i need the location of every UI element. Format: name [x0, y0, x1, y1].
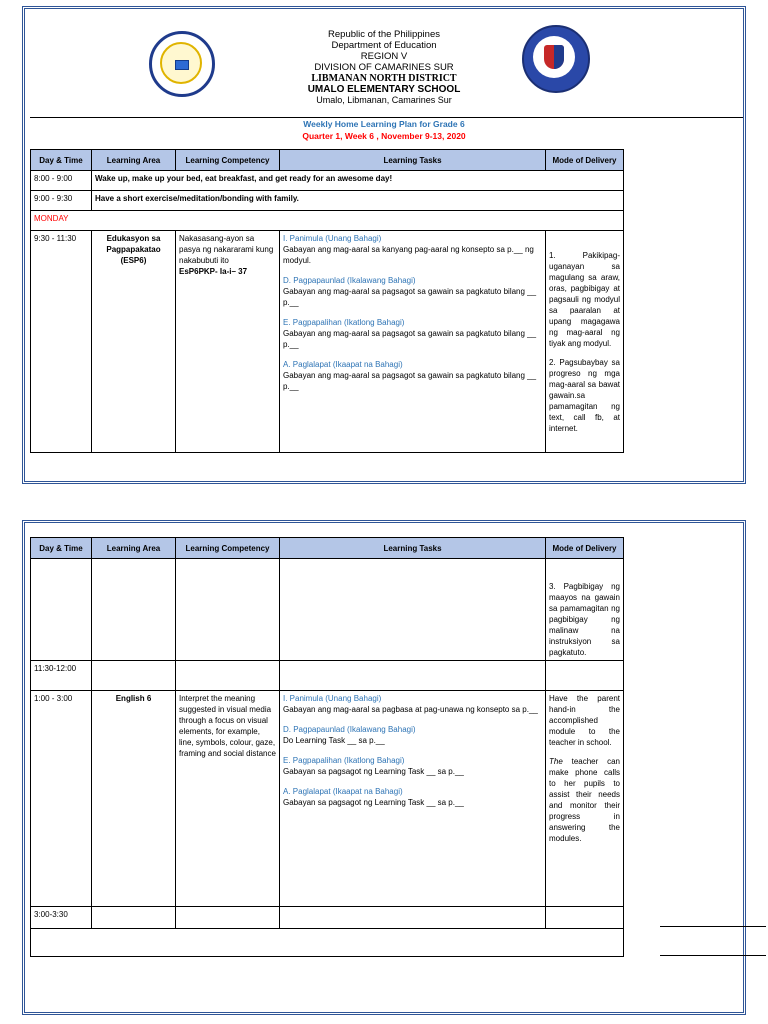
task-block: [283, 317, 542, 350]
overflow-rule: [660, 926, 766, 927]
col-header-learning-tasks: Learning Tasks: [280, 538, 546, 559]
learning-area-cell: [92, 559, 176, 661]
header-republic: Republic of the Philippines: [328, 29, 440, 40]
mode-text: 2. Pagsubaybay sa progreso ng mga mag-aaral sa bawat gawain.sa pamamagitan ng text, call fb, at internet.: [549, 357, 620, 433]
header-divider: [30, 117, 743, 118]
table-row: [31, 929, 624, 957]
plan-table-2: [30, 537, 624, 957]
table-row: [31, 231, 624, 453]
col-header-learning-competency: Learning Competency: [176, 538, 280, 559]
task-title: I. Panimula (Unang Bahagi): [283, 234, 382, 243]
competency-cell: Interpret the meaning suggested in visual media through a focus on visual elements, for example, line, symbols, colour, gaze, framing and social distance: [176, 691, 280, 907]
tasks-cell: [280, 691, 546, 907]
task-body: Gabayan sa pagsagot ng Learning Task __ sa p.__: [283, 767, 464, 776]
table-row: [31, 559, 624, 661]
learning-area-cell: English 6: [92, 691, 176, 907]
task-block: [283, 359, 542, 392]
task-block: [283, 724, 542, 746]
mode-text-italic: The: [549, 757, 563, 766]
task-block: [283, 275, 542, 308]
col-header-learning-competency: Learning Competency: [176, 150, 280, 171]
mode-text: 1. Pakikipag-uganayan sa magulang sa araw, oras, pagbibigay at pagsauli ng modyul sa paaralan at upang magagawa ng mag-aaral ng tiyak ang modyul.: [549, 250, 620, 348]
empty-cell: [546, 661, 624, 691]
time-cell: [31, 559, 92, 661]
col-header-day-time: Day & Time: [31, 538, 92, 559]
col-header-learning-area: Learning Area: [92, 538, 176, 559]
empty-cell: [31, 929, 624, 957]
empty-cell: [280, 907, 546, 929]
task-title: A. Paglalapat (Ikaapat na Bahagi): [283, 360, 403, 369]
overflow-rule: [660, 955, 766, 956]
tasks-cell: [280, 231, 546, 453]
table-row: [31, 907, 624, 929]
table-row: [31, 661, 624, 691]
col-header-learning-area: Learning Area: [92, 150, 176, 171]
time-cell: 9:30 - 11:30: [31, 231, 92, 453]
task-title: D. Pagpapaunlad (Ikalawang Bahagi): [283, 276, 416, 285]
learning-area-cell: Edukasyon sa Pagpapakatao (ESP6): [92, 231, 176, 453]
task-title: E. Pagpapalihan (Ikatlong Bahagi): [283, 318, 405, 327]
document-header: [25, 9, 743, 117]
time-cell: 11:30-12:00: [31, 661, 92, 691]
col-header-mode-of-delivery: Mode of Delivery: [546, 538, 624, 559]
task-block: [283, 755, 542, 777]
col-header-day-time: Day & Time: [31, 150, 92, 171]
header-address: Umalo, Libmanan, Camarines Sur: [316, 95, 452, 105]
mode-text: [549, 756, 620, 844]
task-body: Gabayan ang mag-aaral sa kanyang pag-aaral ng konsepto sa p.__ ng modyul.: [283, 245, 534, 265]
task-body: Gabayan ang mag-aaral sa pagsagot sa gawain sa pagkatuto bilang __ p.__: [283, 371, 537, 391]
competency-code: EsP6PKP- Ia-i– 37: [179, 267, 248, 276]
time-cell: 8:00 - 9:00: [31, 171, 92, 191]
plan-table-1: [30, 149, 624, 453]
mode-text: Have the parent hand-in the accomplished module to the teacher in school.: [549, 694, 620, 747]
empty-cell: [92, 661, 176, 691]
task-title: E. Pagpapalihan (Ikatlong Bahagi): [283, 756, 405, 765]
competency-cell: [176, 231, 280, 453]
table-header-row: [31, 538, 624, 559]
task-title: I. Panimula (Unang Bahagi): [283, 694, 382, 703]
task-block: [283, 786, 542, 808]
task-body: Do Learning Task __ sa p.__: [283, 736, 385, 745]
mode-text-rest: teacher can make phone calls to her pupils to assist their needs and monitor their progress in answering the modules.: [549, 757, 620, 843]
header-department: Department of Education: [331, 40, 437, 51]
empty-cell: [280, 661, 546, 691]
table-row: [31, 691, 624, 907]
header-division: DIVISION OF CAMARINES SUR: [314, 62, 454, 73]
empty-cell: [546, 907, 624, 929]
day-label: MONDAY: [31, 211, 624, 231]
empty-cell: [176, 907, 280, 929]
tasks-cell: [280, 559, 546, 661]
table-row: [31, 211, 624, 231]
task-body: Gabayan ang mag-aaral sa pagsagot sa gawain sa pagkatuto bilang __ p.__: [283, 287, 537, 307]
activity-cell: Wake up, make up your bed, eat breakfast, and get ready for an awesome day!: [92, 171, 624, 191]
table-row: [31, 171, 624, 191]
col-header-mode-of-delivery: Mode of Delivery: [546, 150, 624, 171]
page-1: [22, 6, 746, 484]
plan-title: Weekly Home Learning Plan for Grade 6: [303, 119, 465, 129]
time-cell: 1:00 - 3:00: [31, 691, 92, 907]
page-2: [22, 520, 746, 1015]
quarter-week: Quarter 1, Week 6 , November 9-13, 2020: [302, 131, 466, 141]
header-district: LIBMANAN NORTH DISTRICT: [311, 73, 457, 84]
empty-cell: [92, 907, 176, 929]
time-cell: 9:00 - 9:30: [31, 191, 92, 211]
time-cell: 3:00-3:30: [31, 907, 92, 929]
col-header-learning-tasks: Learning Tasks: [280, 150, 546, 171]
task-block: [283, 233, 542, 266]
mode-cell: [546, 691, 624, 907]
table-row: [31, 191, 624, 211]
activity-cell: Have a short exercise/meditation/bonding with family.: [92, 191, 624, 211]
task-block: [283, 693, 542, 715]
mode-cell: [546, 231, 624, 453]
empty-cell: [176, 661, 280, 691]
competency-text: Nakasasang-ayon sa pasya ng nakararami kung nakabubuti ito: [179, 234, 274, 265]
task-body: Gabayan ang mag-aaral sa pagbasa at pag-unawa ng konsepto sa p.__: [283, 705, 538, 714]
task-body: Gabayan ang mag-aaral sa pagsagot sa gawain sa pagkatuto bilang __ p.__: [283, 329, 537, 349]
task-title: A. Paglalapat (Ikaapat na Bahagi): [283, 787, 403, 796]
table-header-row: [31, 150, 624, 171]
header-region: REGION V: [360, 51, 408, 62]
task-body: Gabayan sa pagsagot ng Learning Task __ sa p.__: [283, 798, 464, 807]
task-title: D. Pagpapaunlad (Ikalawang Bahagi): [283, 725, 416, 734]
mode-cell: 3. Pagbibigay ng maayos na gawain sa pamamagitan ng pagbibigay ng malinaw na instruksiyon sa pagkatuto.: [546, 559, 624, 661]
competency-cell: [176, 559, 280, 661]
header-school: UMALO ELEMENTARY SCHOOL: [307, 84, 461, 95]
